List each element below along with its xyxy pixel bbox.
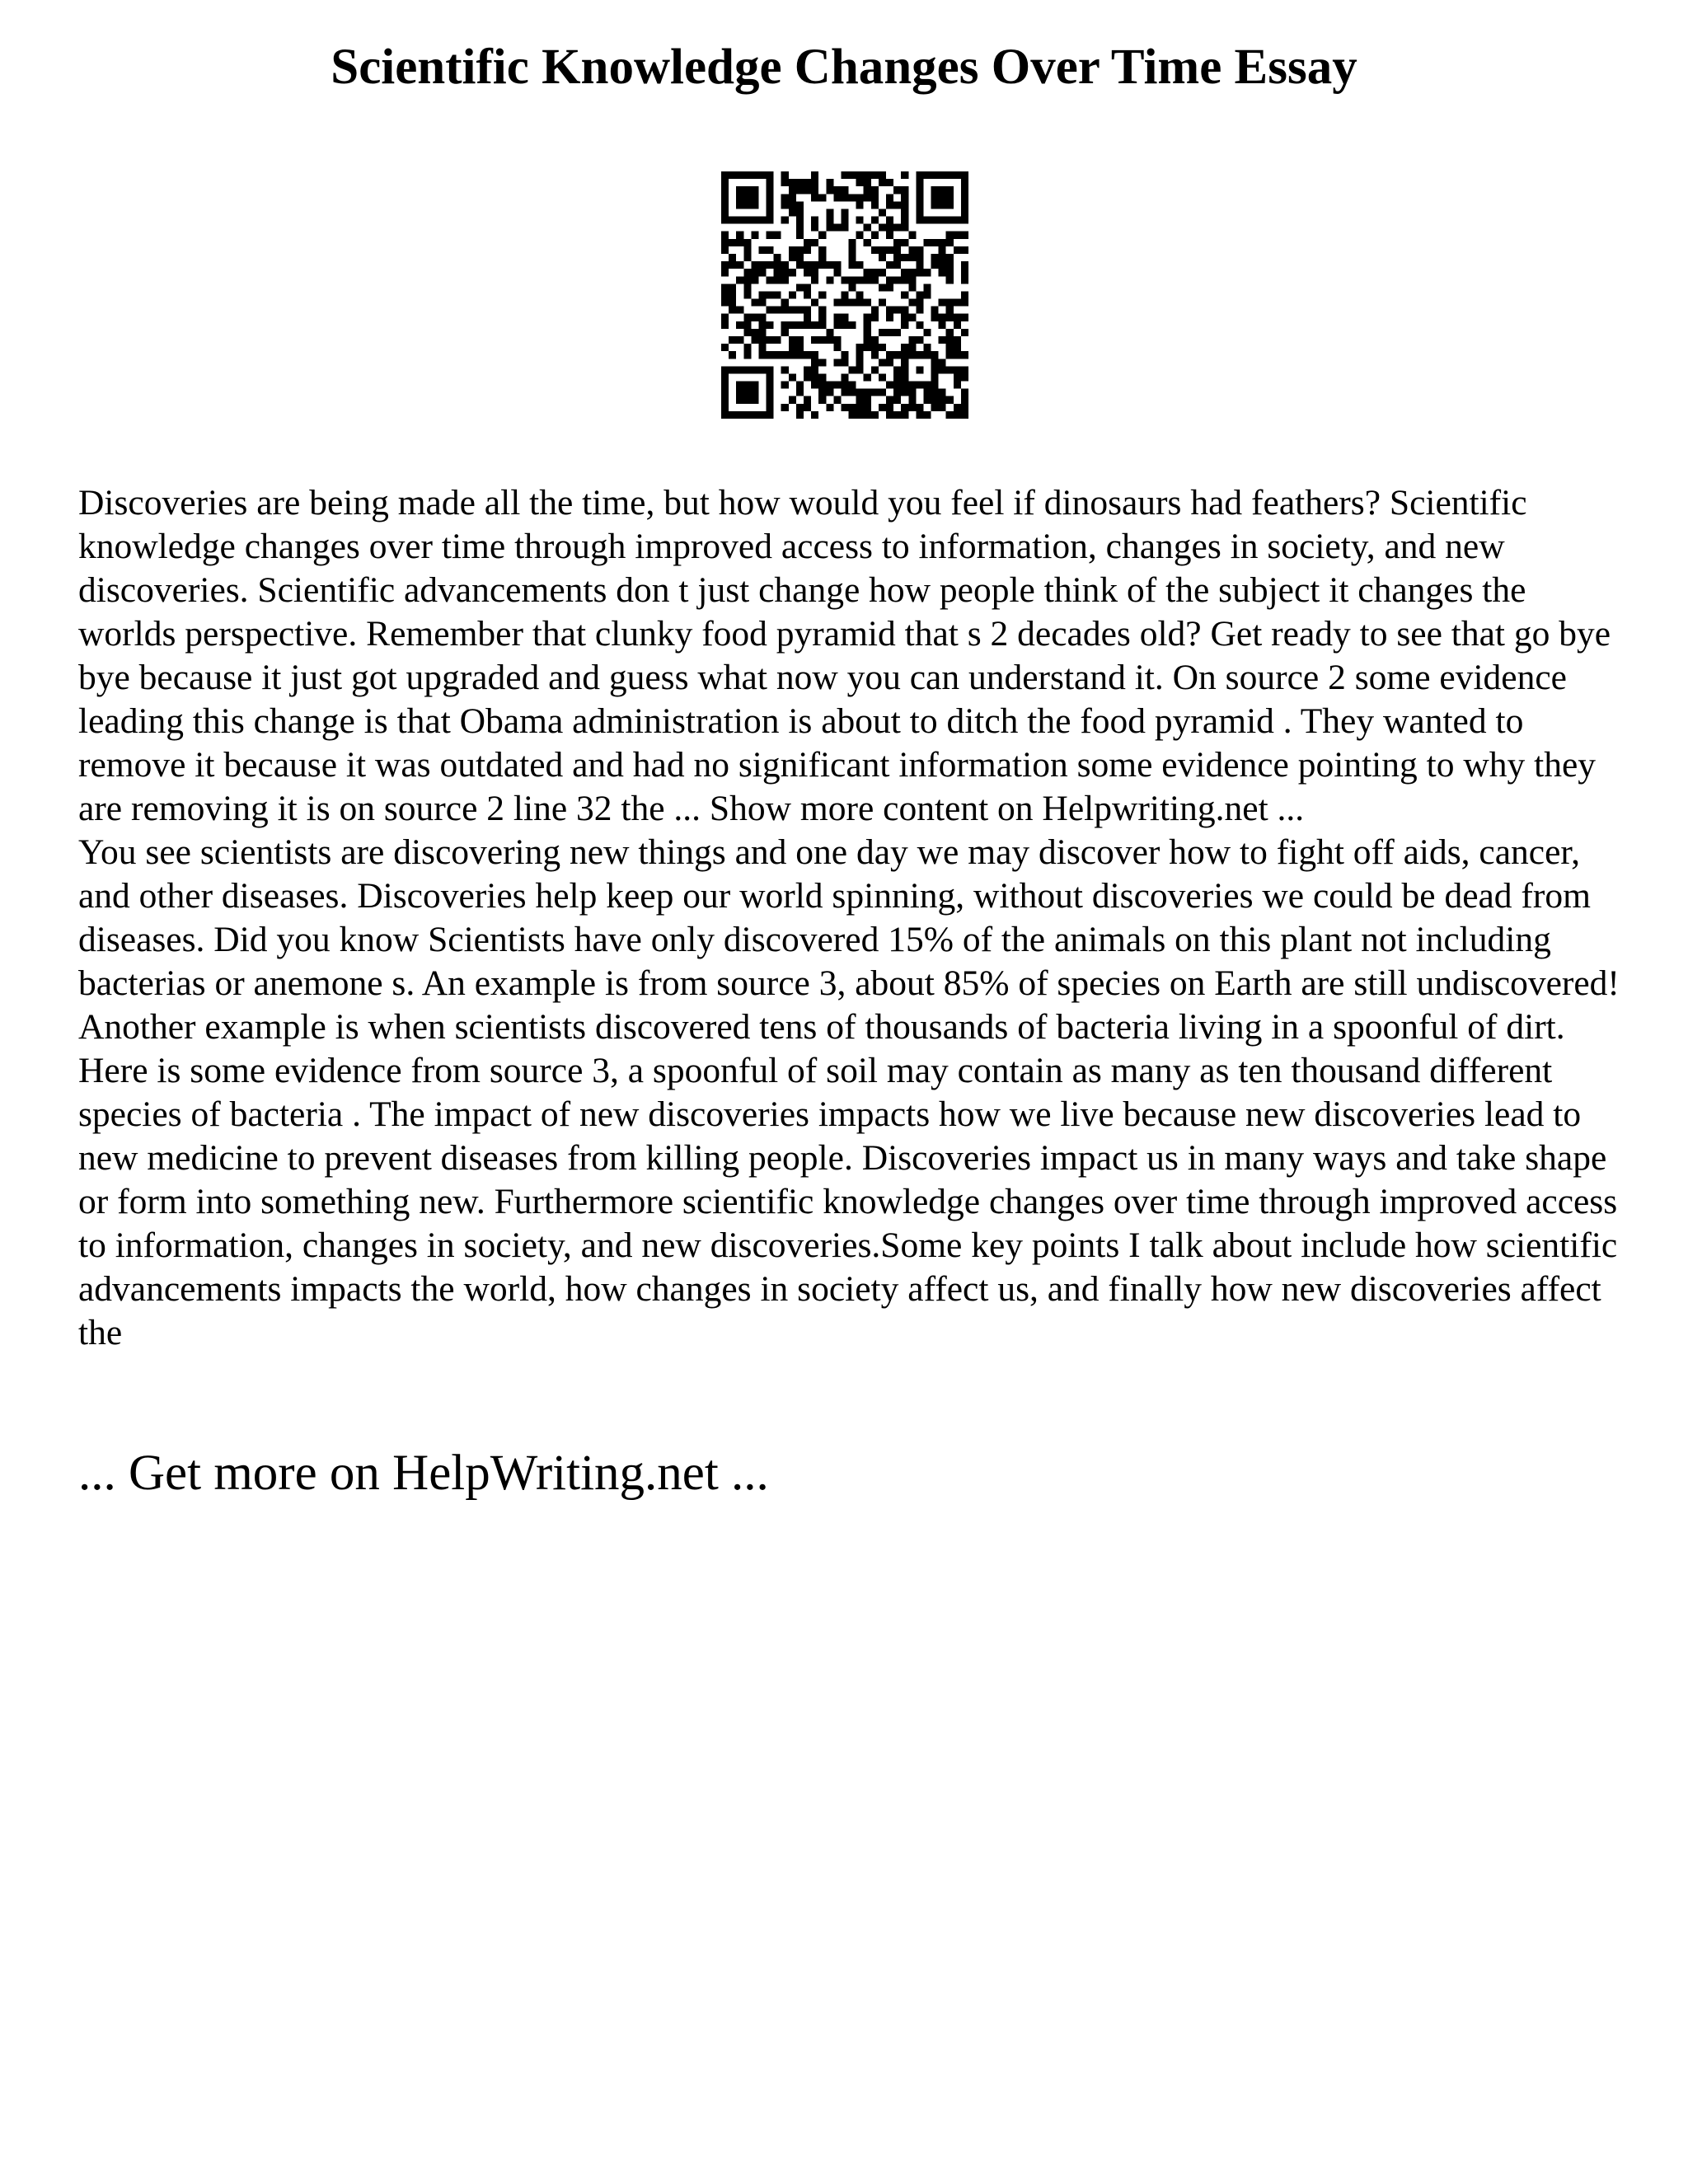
essay-paragraph-2: You see scientists are discovering new things and one day we may discover how to fight off aids, cancer, and other diseases. Discoveries help keep our world spinning, without discoveries we could be dead from diseases. Did you know Scientists have only discovered 15% of the animals on this plant not including bacterias or anemone s. An example is from source 3, about 85% of species on Earth are still undiscovered! Another example is when scientists discovered tens of thousands of bacteria living in a spoonful of dirt. Here is some evidence from source 3, a spoonful of soil may contain as many as ten thousand different species of bacteria . The impact of new discoveries impacts how we live because new discoveries lead to new medicine to prevent diseases from killing people. Discoveries impact us in many ways and take shape or form into something new. Furthermore scientific knowledge changes over time through improved access to information, changes in society, and new discoveries.Some key points I talk about include how scientific advancements impacts the world, how changes in society affect us, and finally how new discoveries affect the [78,832,1620,1352]
qr-code-icon [721,171,968,419]
get-more-link[interactable]: ... Get more on HelpWriting.net ... [78,1446,769,1501]
essay-body [78,481,1628,1355]
essay-paragraph-1: Discoveries are being made all the time, but how would you feel if dinosaurs had feathers? Scientific knowledge changes over time through improved access to information, changes in society, and new discoveries. Scientific advancements don t just change how people think of the subject it changes the worlds perspective. Remember that clunky food pyramid that s 2 decades old? Get ready to see that go bye bye because it just got upgraded and guess what now you can understand it. On source 2 some evidence leading this change is that Obama administration is about to ditch the food pyramid . They wanted to remove it because it was outdated and had no significant information some evidence pointing to why they are removing it is on source 2 line 32 the ... Show more content on Helpwriting.net ... [78,483,1611,828]
page-title: Scientific Knowledge Changes Over Time Essay [331,40,1357,95]
